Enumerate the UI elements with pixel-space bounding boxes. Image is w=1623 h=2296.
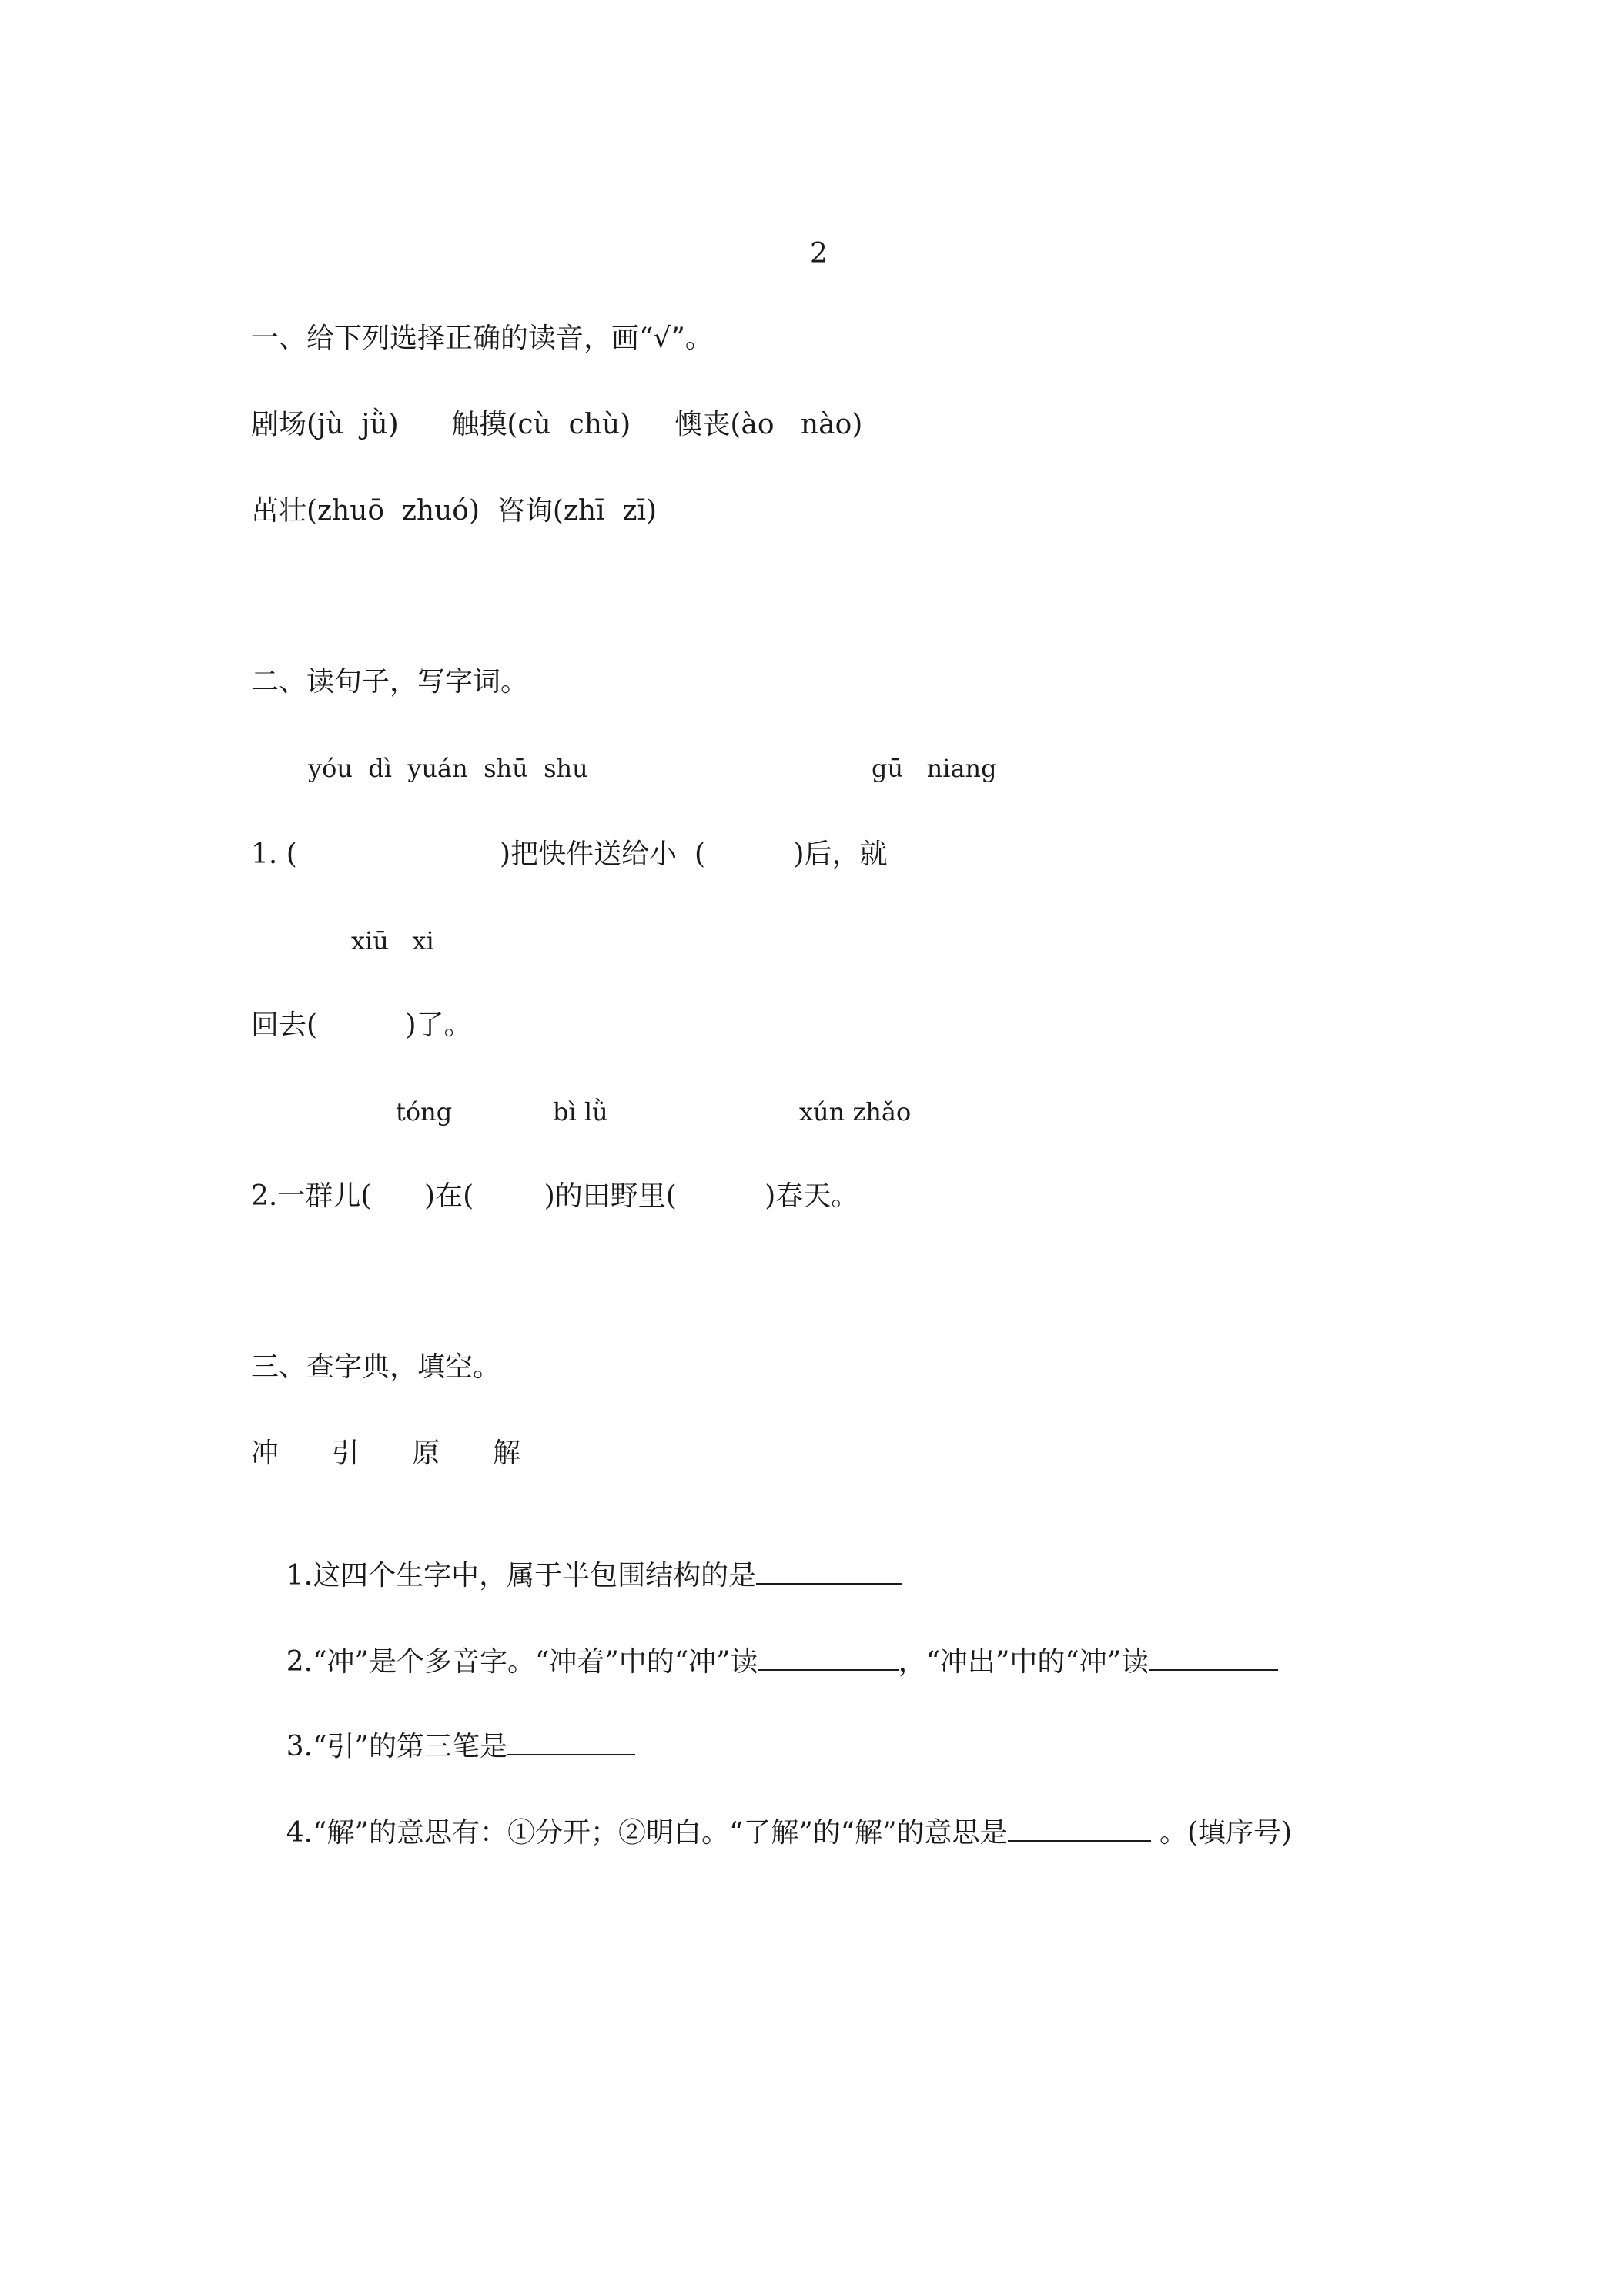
q2-answer-blank-1[interactable] [758, 1643, 899, 1671]
q1-sentence: 1. ( )把快件送给小 ( )后，就 [251, 838, 888, 870]
q1-pinyin-b: gū niang [872, 754, 997, 783]
q4-text-a: 4.“解”的意思有：①分开；②明白。“了解”的“解”的意思是 [286, 1817, 1008, 1849]
q2-answer-blank-2[interactable] [1149, 1643, 1278, 1671]
q1-pinyin-a: yóu dì yuán shū shu [308, 754, 588, 783]
q1-text: 1.这四个生字中，属于半包围结构的是 [286, 1560, 757, 1591]
section1-row1: 剧场(jù jǜ) 触摸(cù chù) 懊丧(ào nào) [251, 409, 863, 440]
q3-text: 3.“引”的第三笔是 [286, 1731, 507, 1762]
q3-answer-blank[interactable] [507, 1728, 635, 1755]
q4-text-b: 。(填序号) [1150, 1817, 1293, 1849]
q2-text-a: 2.“冲”是个多音字。“冲着”中的“冲”读 [286, 1646, 758, 1678]
section1-title: 一、给下列选择正确的读音，画“√”。 [251, 323, 713, 354]
q2-sentence: 2.一群儿( )在( )的田野里( )春天。 [251, 1180, 859, 1212]
q2-text-b: ，“冲出”中的“冲”读 [898, 1646, 1149, 1678]
q1-sentence2: 回去( )了。 [251, 1009, 472, 1041]
section2-title: 二、读句子，写字词。 [251, 666, 529, 698]
q2-pinyin-b: bì lǜ [553, 1097, 608, 1126]
page-number: 2 [810, 238, 828, 269]
q2-pinyin-c: xún zhǎo [799, 1097, 912, 1126]
section3-chars: 冲 引 原 解 [251, 1438, 520, 1469]
section3-q4 [251, 1777, 1292, 1889]
q1-pinyin-c: xiū xi [351, 926, 434, 956]
section3-title: 三、查字典，填空。 [251, 1351, 501, 1383]
section1-row2: 茁壮(zhuō zhuó) 咨询(zhī zī) [251, 495, 658, 527]
q1-answer-blank[interactable] [756, 1557, 902, 1585]
q2-pinyin-a: tóng [396, 1097, 453, 1126]
q4-answer-blank[interactable] [1008, 1814, 1151, 1842]
